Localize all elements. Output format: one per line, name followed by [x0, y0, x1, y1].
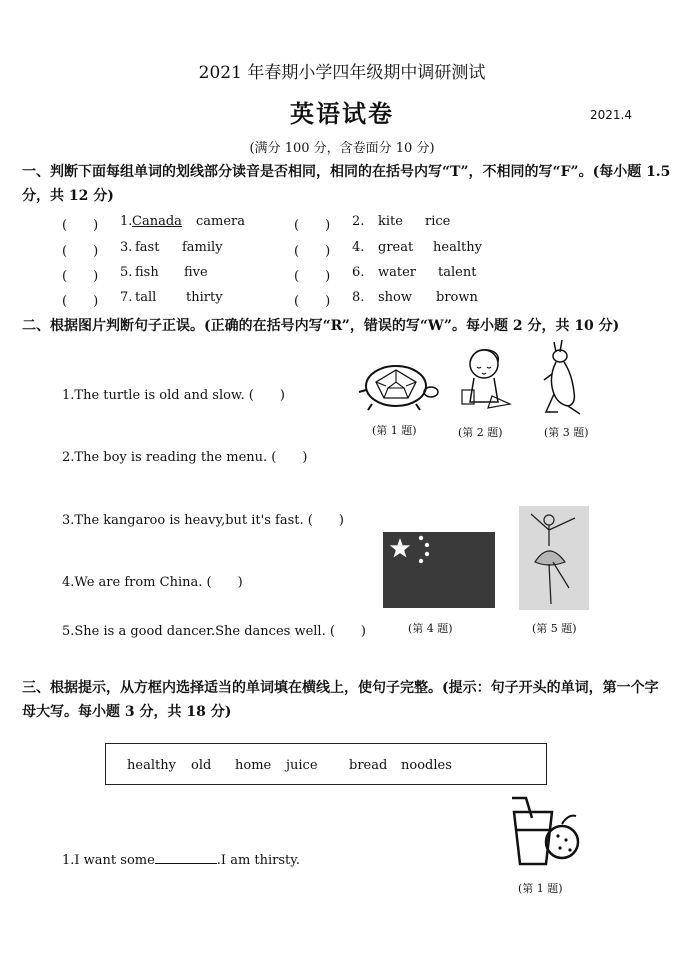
- item-word: fish: [135, 265, 159, 280]
- answer-blank[interactable]: [155, 851, 217, 864]
- sentence-4: 4.We are from China. ( ): [62, 575, 243, 590]
- word-option: old: [191, 758, 212, 773]
- item-word: water: [378, 265, 417, 280]
- item-word: five: [184, 265, 208, 280]
- turtle-picture: [356, 358, 440, 414]
- dancer-picture: [519, 506, 589, 610]
- item-word: brown: [436, 290, 478, 305]
- item-number: 4.: [352, 240, 365, 255]
- item-number: 8.: [352, 290, 365, 305]
- caption-1: (第 1 题): [372, 424, 417, 437]
- juice-picture: [508, 796, 584, 872]
- answer-paren[interactable]: ( ): [294, 269, 331, 284]
- question-prefix: 1.I want some: [62, 853, 155, 868]
- item-word: healthy: [433, 240, 482, 255]
- section1-heading: 一、判断下面每组单词的划线部分读音是否相同，相同的在括号内写“T”，不相同的写“F”。(每小题 1.5 分，共 12 分): [22, 164, 671, 204]
- item-word: rice: [425, 214, 451, 229]
- answer-paren[interactable]: ( ): [294, 294, 331, 309]
- word-option: bread: [349, 758, 388, 773]
- item-word: fast: [135, 240, 160, 255]
- exam-date: 2021.4: [590, 108, 632, 122]
- question-suffix: .I am thirsty.: [216, 853, 301, 868]
- item-word: thirty: [186, 290, 223, 305]
- answer-paren[interactable]: ( ): [62, 244, 99, 259]
- section2-heading: 二、根据图片判断句子正误。(正确的在括号内写“R”，错误的写“W”。每小题 2 分，共 10 分): [22, 318, 620, 334]
- item-word: kite: [378, 214, 403, 229]
- subject-title: 英语试卷: [290, 99, 394, 128]
- item-number: 3.: [120, 240, 133, 255]
- item-word: family: [182, 240, 223, 255]
- china-flag-picture: [383, 532, 495, 608]
- kangaroo-picture: [540, 338, 582, 416]
- item-number: 6.: [352, 265, 365, 280]
- item-number: 2.: [352, 214, 365, 229]
- answer-paren[interactable]: ( ): [62, 269, 99, 284]
- answer-paren[interactable]: ( ): [62, 294, 99, 309]
- item-word: tall: [135, 290, 157, 305]
- score-note: (满分 100 分，含卷面分 10 分): [249, 141, 435, 156]
- sentence-1: 1.The turtle is old and slow. ( ): [62, 388, 285, 403]
- exam-title: 2021 年春期小学四年级期中调研测试: [198, 63, 486, 83]
- caption-3: (第 3 题): [544, 426, 589, 439]
- item-word: show: [378, 290, 412, 305]
- sentence-2: 2.The boy is reading the menu. ( ): [62, 450, 308, 465]
- caption-5: (第 5 题): [532, 622, 577, 635]
- answer-paren[interactable]: ( ): [294, 218, 331, 233]
- word-option: noodles: [401, 758, 452, 773]
- caption-juice: (第 1 题): [518, 882, 563, 895]
- fill-question-1: [62, 851, 300, 868]
- boy-reading-picture: [458, 346, 514, 412]
- word-option: healthy: [127, 758, 176, 773]
- caption-2: (第 2 题): [458, 426, 503, 439]
- sentence-5: 5.She is a good dancer.She dances well. ( ): [62, 624, 366, 639]
- item-word: talent: [438, 265, 477, 280]
- caption-4: (第 4 题): [408, 622, 453, 635]
- answer-paren[interactable]: ( ): [294, 244, 331, 259]
- item-number: 1.: [120, 214, 133, 229]
- section3-heading: 三、根据提示，从方框内选择适当的单词填在横线上，使句子完整。(提示：句子开头的单词，第一个字母大写。每小题 3 分，共 18 分): [22, 680, 659, 720]
- answer-paren[interactable]: ( ): [62, 218, 99, 233]
- item-number: 5.: [120, 265, 133, 280]
- word-option: home: [235, 758, 272, 773]
- item-word: camera: [196, 214, 246, 229]
- sentence-3: 3.The kangaroo is heavy,but it's fast. ( ): [62, 513, 344, 528]
- item-word: Canada: [132, 214, 182, 229]
- word-option: juice: [286, 758, 318, 773]
- item-word: great: [378, 240, 414, 255]
- item-number: 7.: [120, 290, 133, 305]
